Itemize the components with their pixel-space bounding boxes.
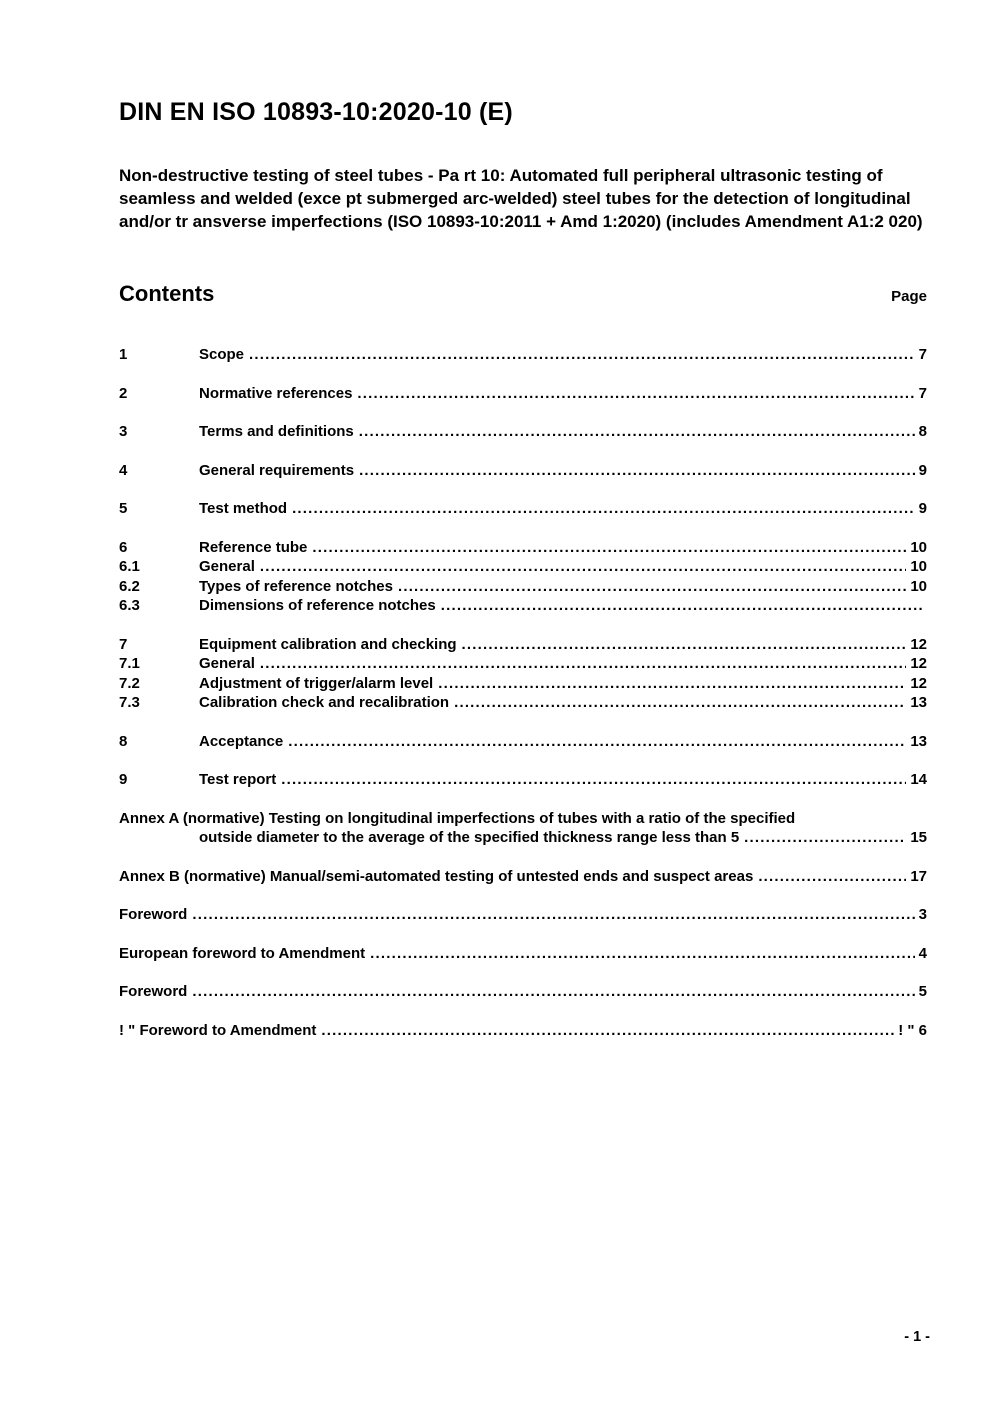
toc-entry-title: General xyxy=(199,655,255,672)
toc-entry xyxy=(119,461,927,481)
toc-group xyxy=(119,538,927,616)
toc-entry-title: Types of reference notches xyxy=(199,577,393,595)
toc-entry xyxy=(119,635,927,655)
toc-entry-page: 12 xyxy=(910,674,927,692)
toc-entry-title: General requirements xyxy=(199,461,355,479)
toc-entry-number: 5 xyxy=(119,500,128,517)
toc-entry-number: 3 xyxy=(119,423,128,440)
toc-dot-leader xyxy=(281,770,906,790)
toc-dot-leader xyxy=(441,596,923,616)
toc-entry-title: Test method xyxy=(199,500,288,517)
toc-entry-title: Test report xyxy=(199,771,277,788)
toc-entry-number: 9 xyxy=(119,771,128,788)
toc-entry-page: 10 xyxy=(910,577,927,595)
toc-entry-page: 10 xyxy=(910,538,927,556)
toc-dot-leader xyxy=(260,654,906,674)
toc-entry xyxy=(119,499,927,519)
toc-entry-title: Annex A (normative) Testing on longitudinal imperfections of tubes with a ratio of the specified xyxy=(119,809,796,827)
toc-entry-title: Normative references xyxy=(199,384,353,402)
toc-dot-leader xyxy=(192,982,914,1002)
toc-group xyxy=(119,732,927,752)
toc-entry-number: 6.3 xyxy=(119,597,140,614)
toc-group xyxy=(119,635,927,713)
toc-group xyxy=(119,345,927,365)
toc-group xyxy=(119,770,927,790)
toc-group xyxy=(119,905,927,925)
toc-entry-title: Foreword xyxy=(119,983,188,1000)
toc-dot-leader xyxy=(249,345,915,365)
toc-entry xyxy=(119,654,927,674)
toc-entry-page: 12 xyxy=(910,635,927,653)
toc-entry-foreword xyxy=(119,905,927,925)
toc-group xyxy=(119,422,927,442)
toc-entry-page: 12 xyxy=(910,655,927,672)
toc-entry-title: General xyxy=(199,558,255,575)
toc-entry-page: ! " 6 xyxy=(898,1021,927,1039)
toc-entry-title: Terms and definitions xyxy=(199,423,354,440)
toc-dot-leader xyxy=(462,635,907,655)
toc-entry-number: 6 xyxy=(119,538,128,556)
toc-dot-leader xyxy=(744,828,906,848)
toc-entry-annex-a-line2 xyxy=(119,828,927,848)
toc-group xyxy=(119,384,927,404)
toc-entry-number: 7.2 xyxy=(119,674,140,692)
toc-dot-leader xyxy=(370,944,915,964)
toc-entry-title: Reference tube xyxy=(199,538,308,556)
toc-entry xyxy=(119,538,927,558)
toc-entry-title: Adjustment of trigger/alarm level xyxy=(199,674,434,692)
toc-entry-page: 10 xyxy=(910,558,927,575)
document-title: DIN EN ISO 10893-10:2020-10 (E) xyxy=(119,98,513,126)
toc-entry-foreword-2 xyxy=(119,982,927,1002)
toc-entry-title: Equipment calibration and checking xyxy=(199,635,457,653)
page-column-label: Page xyxy=(891,288,927,305)
toc-entry-number: 1 xyxy=(119,346,128,363)
toc-dot-leader xyxy=(398,577,906,597)
toc-group xyxy=(119,1021,927,1041)
toc-group xyxy=(119,867,927,887)
toc-entry-number: 6.1 xyxy=(119,558,140,575)
toc-dot-leader xyxy=(357,384,914,404)
toc-entry-number: 7 xyxy=(119,635,128,653)
toc-entry xyxy=(119,770,927,790)
toc-entry-page: 4 xyxy=(918,944,927,962)
toc-entry-page: 9 xyxy=(918,500,927,517)
toc-entry-title: Annex B (normative) Manual/semi-automated testing of untested ends and suspect areas xyxy=(119,867,754,885)
table-of-contents xyxy=(119,345,927,1040)
toc-entry-page: 13 xyxy=(910,694,927,711)
toc-entry-page: 8 xyxy=(918,423,927,440)
toc-entry-title: Acceptance xyxy=(199,732,284,750)
toc-entry-page: 7 xyxy=(918,384,927,402)
toc-entry xyxy=(119,732,927,752)
toc-entry-page: 9 xyxy=(918,461,927,479)
toc-group xyxy=(119,809,927,848)
toc-dot-leader xyxy=(438,674,906,694)
toc-entry-title: Calibration check and recalibration xyxy=(199,694,450,711)
toc-dot-leader xyxy=(260,557,906,577)
page-content xyxy=(119,0,927,1059)
toc-entry-title: European foreword to Amendment xyxy=(119,944,366,962)
toc-entry-page: 13 xyxy=(910,732,927,750)
toc-entry-title: Dimensions of reference notches xyxy=(199,597,436,614)
document-subtitle: Non-destructive testing of steel tubes - Pa rt 10: Automated full peripheral ultrasonic testing of seamless and welded (exce pt submerged arc-welded) steel tubes for the detection of longitudinal and/or tr ansverse imperfections (ISO 10893-10:2011 + Amd 1:2020) (includes Amendment A1:2 020) xyxy=(119,166,923,231)
toc-entry-annex-a-line1 xyxy=(119,809,927,829)
toc-entry-number: 4 xyxy=(119,461,128,479)
toc-dot-leader xyxy=(359,422,915,442)
toc-entry xyxy=(119,345,927,365)
toc-dot-leader xyxy=(292,499,915,519)
toc-entry xyxy=(119,384,927,404)
toc-entry xyxy=(119,674,927,694)
contents-heading: Contents xyxy=(119,281,215,306)
toc-dot-leader xyxy=(192,905,914,925)
toc-entry-annex-b xyxy=(119,867,927,887)
toc-dot-leader xyxy=(321,1021,894,1041)
toc-entry-number: 8 xyxy=(119,732,128,750)
toc-entry xyxy=(119,577,927,597)
footer-page-number: - 1 - xyxy=(904,1329,930,1345)
toc-entry-page: 15 xyxy=(910,829,927,846)
toc-dot-leader xyxy=(359,461,915,481)
contents-header xyxy=(119,281,927,307)
toc-entry-page: 7 xyxy=(918,346,927,363)
toc-entry-title: Scope xyxy=(199,346,245,363)
toc-entry xyxy=(119,557,927,577)
toc-dot-leader xyxy=(312,538,906,558)
toc-entry xyxy=(119,422,927,442)
toc-group xyxy=(119,982,927,1002)
toc-entry-number: 7.1 xyxy=(119,655,140,672)
toc-entry-foreword-to-amendment xyxy=(119,1021,927,1041)
toc-entry-page: 5 xyxy=(918,983,927,1000)
toc-group xyxy=(119,499,927,519)
toc-entry-title: outside diameter to the average of the specified thickness range less than 5 xyxy=(199,829,740,846)
toc-dot-leader xyxy=(454,693,906,713)
toc-entry-number: 2 xyxy=(119,384,128,402)
toc-dot-leader xyxy=(758,867,906,887)
toc-entry-number: 7.3 xyxy=(119,694,140,711)
toc-entry-page: 3 xyxy=(918,906,927,923)
toc-group xyxy=(119,944,927,964)
toc-entry-number: 6.2 xyxy=(119,577,140,595)
toc-entry-page: 17 xyxy=(910,867,927,885)
toc-group xyxy=(119,461,927,481)
toc-entry xyxy=(119,693,927,713)
toc-entry-european-foreword xyxy=(119,944,927,964)
toc-entry-title: ! " Foreword to Amendment xyxy=(119,1021,317,1039)
toc-entry-title: Foreword xyxy=(119,906,188,923)
toc-dot-leader xyxy=(288,732,906,752)
toc-entry-page: 14 xyxy=(910,771,927,788)
toc-entry xyxy=(119,596,927,616)
